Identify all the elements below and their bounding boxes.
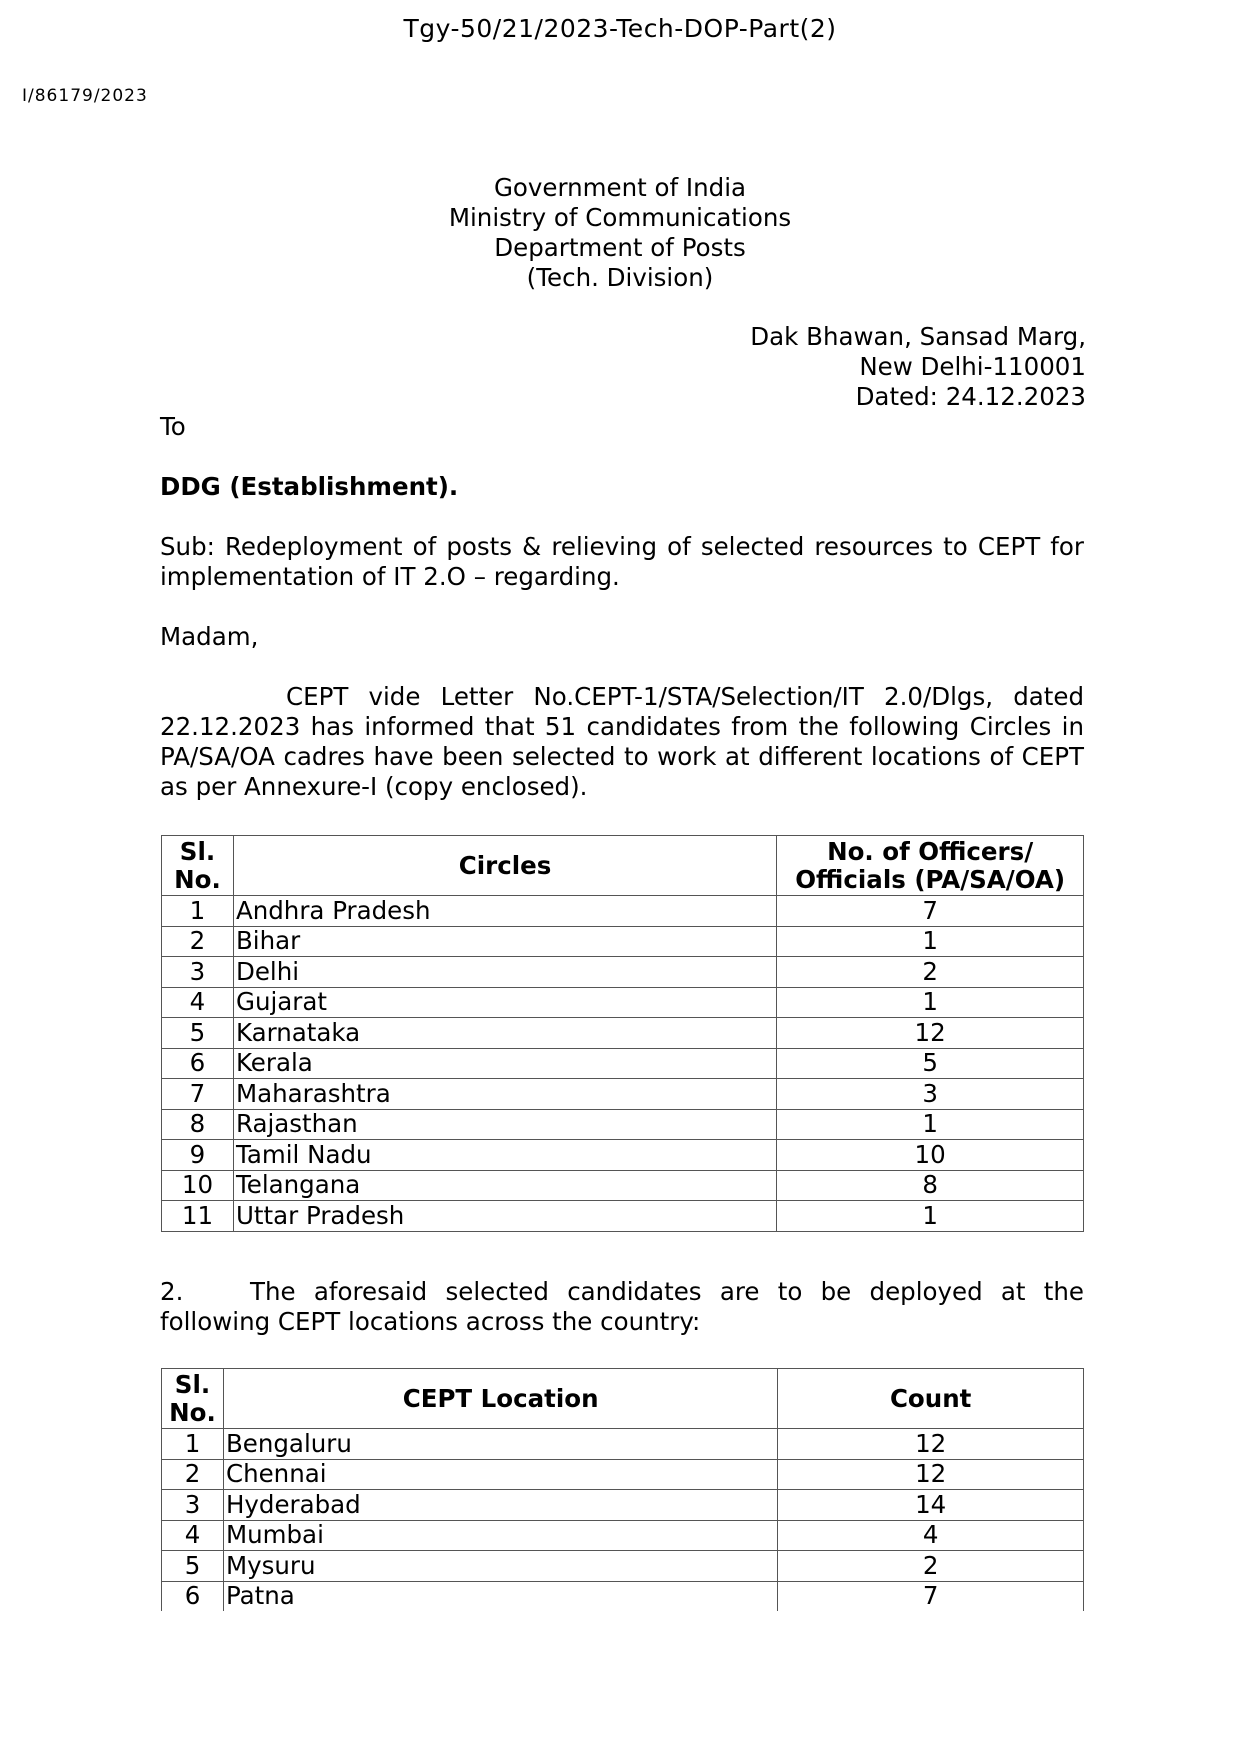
circle-name-cell: Karnataka [233,1018,776,1049]
table-row [162,1551,1084,1582]
table-row [162,987,1084,1018]
sl-no-header: Sl. No. [162,1369,224,1429]
table-row [162,896,1084,927]
table-row [162,1048,1084,1079]
sl-no-cell: 4 [162,1520,224,1551]
to-label: To [160,412,186,441]
sl-no-cell: 5 [162,1018,234,1049]
sl-no-cell: 10 [162,1170,234,1201]
count-cell: 2 [778,1551,1084,1582]
table-row [162,926,1084,957]
sl-no-cell: 2 [162,1459,224,1490]
paragraph-number: 2. [160,1277,184,1306]
file-reference-number: Tgy-50/21/2023-Tech-DOP-Part(2) [403,14,837,43]
table-row [162,1201,1084,1232]
salutation: Madam, [160,622,259,651]
circle-name-cell: Telangana [233,1170,776,1201]
addressee: DDG (Establishment). [160,472,459,501]
location-name-cell: Hyderabad [223,1490,777,1521]
count-cell: 12 [778,1459,1084,1490]
location-name-cell: Mysuru [223,1551,777,1582]
paragraph-2-text: The aforesaid selected candidates are to be deployed at the following CEPT locations across the country: [160,1277,1084,1336]
circle-name-cell: Andhra Pradesh [233,896,776,927]
circle-name-cell: Gujarat [233,987,776,1018]
circle-name-cell: Tamil Nadu [233,1140,776,1171]
letterhead-ministry: Ministry of Communications [448,203,792,232]
count-cell: 3 [777,1079,1084,1110]
circles-table [161,835,1084,1232]
table-row [162,957,1084,988]
count-cell: 7 [777,896,1084,927]
count-cell: 2 [777,957,1084,988]
sl-no-cell: 1 [162,1429,224,1460]
count-cell: 12 [777,1018,1084,1049]
circle-name-cell: Kerala [233,1048,776,1079]
circle-name-cell: Uttar Pradesh [233,1201,776,1232]
circle-name-cell: Rajasthan [233,1109,776,1140]
table-row [162,1459,1084,1490]
circle-name-cell: Delhi [233,957,776,988]
circle-name-cell: Bihar [233,926,776,957]
location-name-cell: Chennai [223,1459,777,1490]
table-row [162,1429,1084,1460]
sl-no-cell: 6 [162,1581,224,1611]
table-row [162,1018,1084,1049]
count-header: Count [778,1369,1084,1429]
table-row [162,1581,1084,1611]
address-line-1: Dak Bhawan, Sansad Marg, [750,322,1086,351]
cept-locations-table [161,1368,1084,1611]
address-line-2: New Delhi-110001 [859,352,1086,381]
count-cell: 8 [777,1170,1084,1201]
letterhead-government: Government of India [493,173,747,202]
sl-no-cell: 6 [162,1048,234,1079]
sl-no-cell: 4 [162,987,234,1018]
sl-no-cell: 7 [162,1079,234,1110]
count-cell: 10 [777,1140,1084,1171]
count-cell: 4 [778,1520,1084,1551]
count-cell: 5 [777,1048,1084,1079]
location-name-cell: Patna [223,1581,777,1611]
count-cell: 7 [778,1581,1084,1611]
sl-no-cell: 8 [162,1109,234,1140]
officers-count-header: No. of Officers/ Officials (PA/SA/OA) [777,836,1084,896]
letterhead-division: (Tech. Division) [526,263,714,292]
subject-line: Sub: Redeployment of posts & relieving of selected resources to CEPT for implementation of IT 2.O – regarding. [160,532,1084,591]
table-header-row [162,1369,1084,1429]
sl-no-cell: 5 [162,1551,224,1582]
count-cell: 1 [777,926,1084,957]
location-name-cell: Bengaluru [223,1429,777,1460]
count-cell: 1 [777,987,1084,1018]
count-cell: 12 [778,1429,1084,1460]
paragraph-1: CEPT vide Letter No.CEPT-1/STA/Selection/IT 2.0/Dlgs, dated 22.12.2023 has informed that 51 candidates from the following Circles in PA/SA/OA cadres have been selected to work at different locations of CEPT as per Annexure-I (copy enclosed). [160,682,1084,801]
sl-no-header: Sl. No. [162,836,234,896]
sl-no-cell: 1 [162,896,234,927]
circle-name-cell: Maharashtra [233,1079,776,1110]
sender-address [750,322,1086,412]
table-row [162,1170,1084,1201]
table-header-row [162,836,1084,896]
sl-no-cell: 2 [162,926,234,957]
table-row [162,1079,1084,1110]
table-row [162,1520,1084,1551]
table-row [162,1140,1084,1171]
sl-no-cell: 3 [162,1490,224,1521]
letterhead-department: Department of Posts [494,233,746,262]
circles-header: Circles [233,836,776,896]
letter-date: Dated: 24.12.2023 [855,382,1086,411]
sl-no-cell: 3 [162,957,234,988]
count-cell: 14 [778,1490,1084,1521]
location-name-cell: Mumbai [223,1520,777,1551]
cept-location-header: CEPT Location [223,1369,777,1429]
table-row [162,1109,1084,1140]
paragraph-2 [160,1277,1084,1337]
diary-number: I/86179/2023 [22,86,148,106]
sl-no-cell: 9 [162,1140,234,1171]
count-cell: 1 [777,1109,1084,1140]
sl-no-cell: 11 [162,1201,234,1232]
count-cell: 1 [777,1201,1084,1232]
table-row [162,1490,1084,1521]
letterhead [0,173,1240,293]
